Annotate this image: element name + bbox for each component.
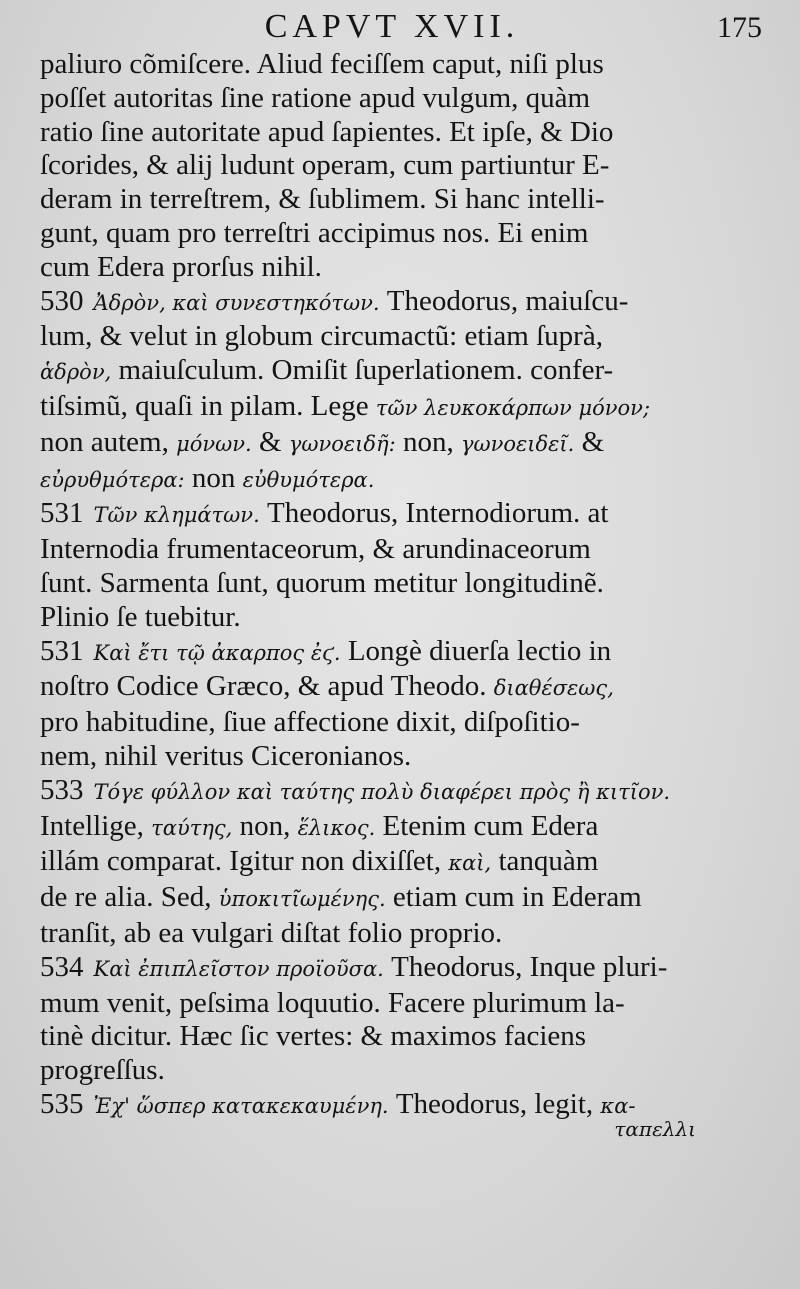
latin-text: mum venit, peſsima loquutio. Facere plurimum la- <box>40 986 625 1019</box>
greek-quotation: ταύτης, <box>151 815 233 840</box>
greek-quotation: Καὶ ἔτι τῷ ἀκαρπος ἐϛ. <box>93 640 341 665</box>
latin-text: Intellige, <box>40 809 152 842</box>
note-line <box>40 320 744 354</box>
greek-quotation: ὑποκιτῖωμένης. <box>218 887 386 912</box>
latin-text: Plinio ſe tuebitur. <box>40 600 241 633</box>
page-body <box>40 48 744 1124</box>
latin-text: ſunt. Sarmenta ſunt, quorum metitur longitudinẽ. <box>40 566 604 599</box>
note-line <box>40 881 744 917</box>
greek-quotation: Καὶ ἐπιπλεῖστον προϊοῦσα. <box>93 956 384 981</box>
running-head: CAPVT XVII. <box>264 8 520 45</box>
latin-text: Etenim cum Edera <box>375 809 599 842</box>
note-line <box>40 533 744 567</box>
note-line <box>40 497 744 533</box>
note-line <box>40 951 744 987</box>
note-line <box>40 390 744 426</box>
latin-text: tinè dicitur. Hæc ſic vertes: & maximos faciens <box>40 1020 587 1053</box>
latin-text: Theodorus, legit, <box>388 1087 601 1120</box>
latin-text: non, <box>232 809 298 842</box>
latin-text: tanquàm <box>491 845 599 878</box>
note-number: 534 <box>40 950 84 983</box>
note-line <box>40 740 744 774</box>
annotation-note <box>40 951 744 1088</box>
note-line <box>40 567 744 601</box>
text-line: deram in terreſtrem, & ſublimem. Si hanc intelli- <box>40 183 605 216</box>
latin-text: Theodorus, Internodiorum. at <box>259 497 609 530</box>
greek-quotation: Τῶν κλημάτων. <box>93 503 260 528</box>
latin-text: non, <box>395 425 461 458</box>
note-line <box>40 601 744 635</box>
latin-text: lum, & velut in globum circumactũ: etiam ſuprà, <box>40 320 603 353</box>
latin-text: Internodia frumentaceorum, & arundinaceorum <box>40 533 591 566</box>
greek-quotation: καὶ, <box>448 851 492 876</box>
greek-quotation: Τόγε φύλλον καὶ ταύτης πολὺ διαφέρει πρὸς ἢ κιτῖον. <box>93 779 671 804</box>
latin-text: pro habitudine, ſiue affectione dixit, diſpoſitio- <box>40 706 580 739</box>
greek-quotation: γωνοειδεῖ. <box>460 431 575 456</box>
greek-quotation: εὐθυμότερα. <box>242 467 375 492</box>
latin-text: & <box>574 425 605 458</box>
page-header <box>40 6 762 48</box>
page-number: 175 <box>717 11 762 44</box>
latin-text: tiſsimũ, quaſi in pilam. Lege <box>40 389 376 422</box>
note-line <box>40 462 744 498</box>
text-line: paliuro cõmiſcere. Aliud feciſſem caput, niſi plus <box>40 48 604 80</box>
note-number: 530 <box>40 284 84 317</box>
text-line: ſcorides, & alij ludunt operam, cum partiuntur E- <box>40 149 610 182</box>
note-line <box>40 354 744 390</box>
note-line <box>40 774 744 810</box>
latin-text: etiam cum in Ederam <box>385 881 642 914</box>
greek-quotation: γωνοειδῆ: <box>288 431 396 456</box>
annotation-note <box>40 497 744 634</box>
latin-text: noſtro Codice Græco, & apud Theodo. <box>40 670 494 703</box>
text-line: poſſet autoritas ſine ratione apud vulgum, quàm <box>40 81 591 114</box>
latin-text: & <box>251 425 289 458</box>
greek-quotation: διαθέσεως, <box>493 676 614 701</box>
text-line: gunt, quam pro terreſtri accipimus nos. Ei enim <box>40 216 589 249</box>
annotation-note <box>40 285 744 498</box>
text-line: cum Edera prorſus nihil. <box>40 250 322 283</box>
note-number: 533 <box>40 773 84 806</box>
note-number: 531 <box>40 497 84 530</box>
latin-text: non <box>184 461 243 494</box>
greek-quotation: εὐρυθμότερα: <box>40 467 185 492</box>
greek-quotation: Ἐχ' ὥσπερ κατακεκαυμένη. <box>93 1093 389 1118</box>
note-line <box>40 670 744 706</box>
greek-quotation: μόνων. <box>176 431 252 456</box>
note-line <box>40 917 744 951</box>
greek-quotation: τῶν λευκοκάρπων μόνον; <box>375 395 651 420</box>
note-line <box>40 810 744 846</box>
greek-quotation: Ἀδρὸν, καὶ συνεστηκότων. <box>93 290 380 315</box>
latin-text: progreſſus. <box>40 1054 165 1087</box>
greek-quotation: ἕλικος. <box>297 815 376 840</box>
catchword: ταπελλι <box>614 1117 696 1141</box>
greek-quotation: ἁδρὸν, <box>40 360 112 385</box>
annotation-note <box>40 635 744 774</box>
latin-text: tranſit, ab ea vulgari diſtat folio proprio. <box>40 916 503 949</box>
note-line <box>40 285 744 321</box>
note-line <box>40 845 744 881</box>
text-line: ratio ſine autoritate apud ſapientes. Et ipſe, & Dio <box>40 115 614 148</box>
latin-text: Theodorus, Inque pluri- <box>383 950 668 983</box>
note-line <box>40 635 744 671</box>
latin-text: non autem, <box>40 425 177 458</box>
latin-text: illám comparat. Igitur non dixiſſet, <box>40 845 449 878</box>
annotation-note <box>40 774 744 951</box>
latin-text: nem, nihil veritus Ciceronianos. <box>40 739 412 772</box>
latin-text: de re alia. Sed, <box>40 881 219 914</box>
note-line <box>40 987 744 1021</box>
latin-text: Longè diuerſa lectio in <box>340 634 612 667</box>
greek-quotation: κα- <box>600 1093 636 1118</box>
note-line <box>40 706 744 740</box>
note-number: 535 <box>40 1087 84 1120</box>
note-line <box>40 1054 744 1088</box>
latin-text: Theodorus, maiuſcu- <box>379 284 629 317</box>
note-number: 531 <box>40 634 84 667</box>
latin-text: maiuſculum. Omiſit ſuperlationem. confer- <box>111 354 614 387</box>
note-line <box>40 1020 744 1054</box>
note-line <box>40 426 744 462</box>
